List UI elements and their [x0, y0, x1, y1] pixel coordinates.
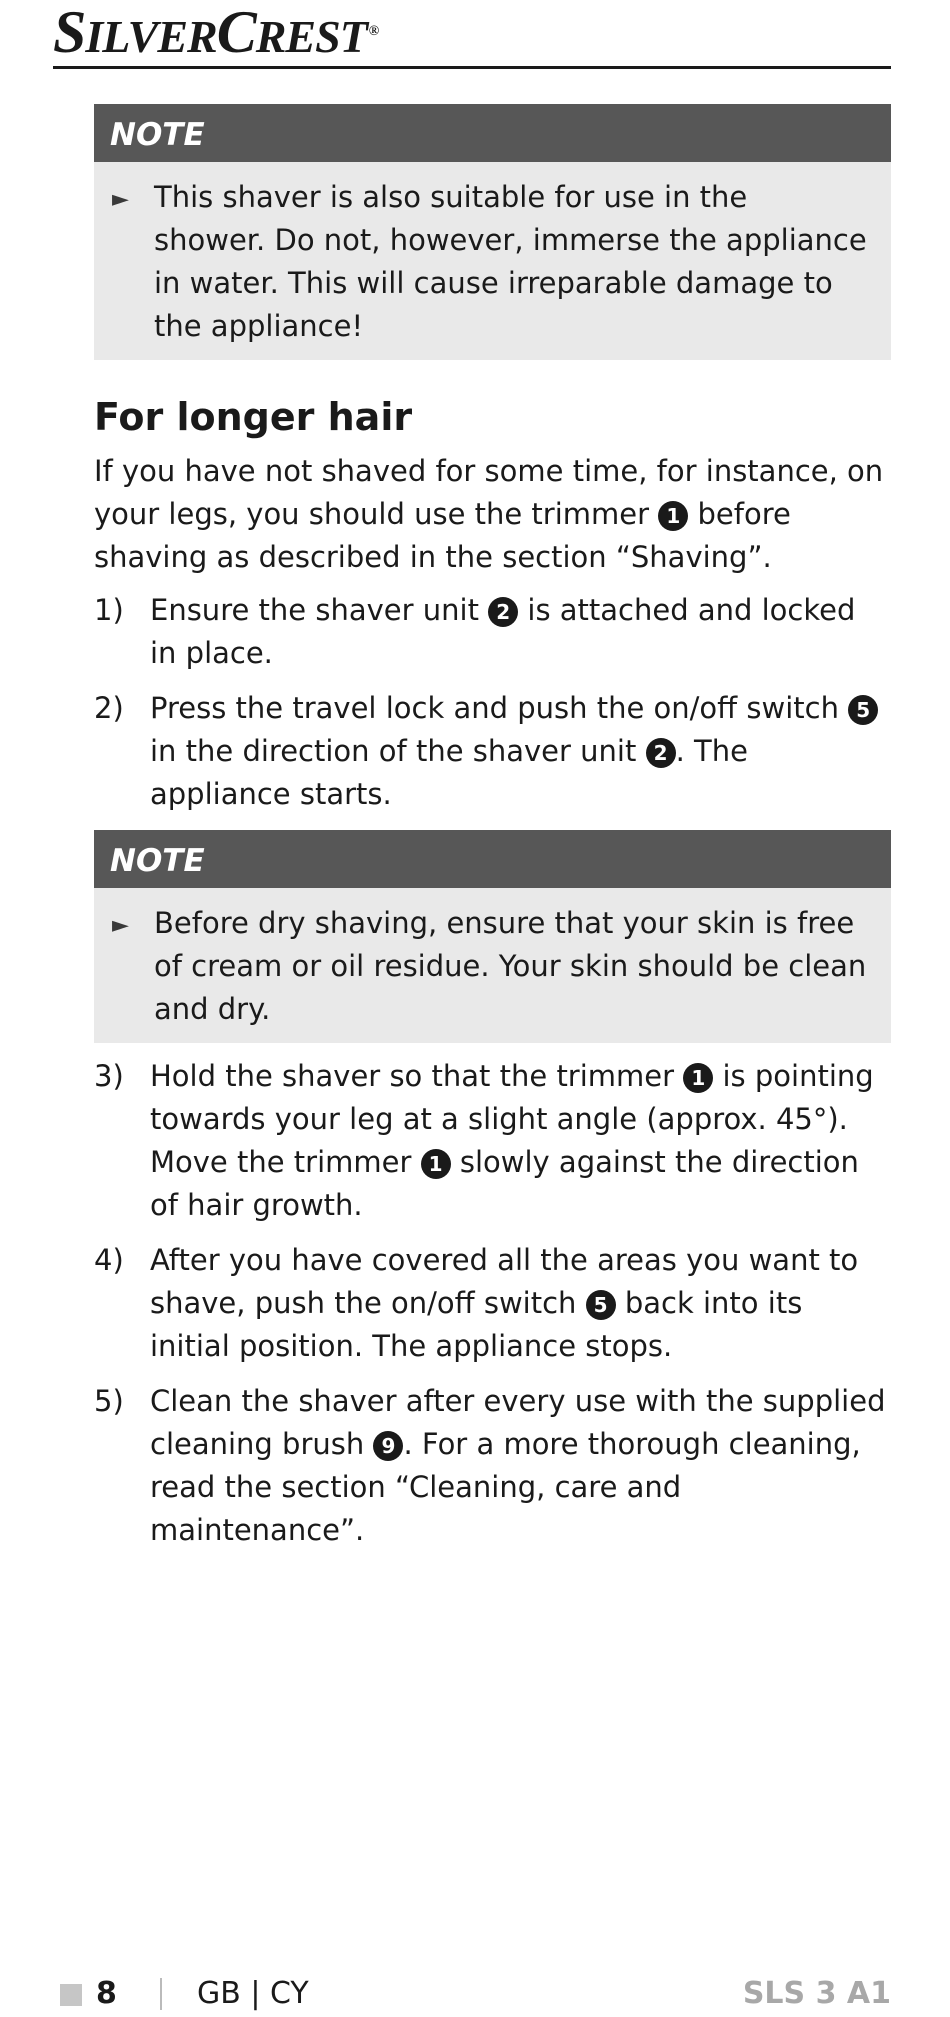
page-footer	[60, 1976, 891, 2016]
number-badge-icon: 1	[683, 1063, 713, 1093]
section-heading: For longer hair	[94, 395, 413, 439]
footer-divider	[160, 1978, 162, 2010]
intro-paragraph: If you have not shaved for some time, for instance, on your legs, you should use the trimmer 1 before shaving as described in the section “Shaving”.	[94, 454, 884, 574]
page-marker-square	[60, 1984, 82, 2006]
step-item: 2) Press the travel lock and push the on/off switch 5 in the direction of the shaver unit 2 . The appliance starts.	[94, 687, 891, 816]
note-title: NOTE	[94, 830, 891, 888]
page-header	[53, 0, 891, 69]
step-item: 4) After you have covered all the areas you want to shave, push the on/off switch 5 back into its initial position. The appliance stops.	[94, 1243, 859, 1363]
step-item: 1) Ensure the shaver unit 2 is attached and locked in place.	[94, 593, 856, 670]
steps-list-top	[94, 589, 891, 816]
arrow-bullet-icon: ►	[112, 913, 129, 938]
note-body	[94, 888, 891, 1043]
number-badge-icon: 9	[373, 1431, 403, 1461]
step-item: 5) Clean the shaver after every use with the supplied cleaning brush 9 . For a more thorough cleaning, read the section “Cleaning, care and maintenance”.	[94, 1384, 886, 1547]
arrow-bullet-icon: ►	[112, 187, 129, 212]
note-text: Before dry shaving, ensure that your skin is free of cream or oil residue. Your skin should be clean and dry.	[154, 906, 867, 1026]
model-number: SLS 3 A1	[742, 1976, 891, 2011]
page-number: 8	[96, 1976, 117, 2011]
page-content	[94, 104, 891, 1564]
number-badge-icon: 5	[586, 1290, 616, 1320]
step-item: 3) Hold the shaver so that the trimmer 1 is pointing towards your leg at a slight angle (approx. 45°). Move the trimmer 1 slowly against the direction of hair growth.	[94, 1059, 874, 1222]
silvercrest-logo: SILVERCREST ®	[53, 0, 379, 65]
note-box-shower	[94, 104, 891, 360]
number-badge-icon: 2	[488, 597, 518, 627]
note-title: NOTE	[94, 104, 891, 162]
number-badge-icon: 1	[421, 1149, 451, 1179]
language-codes: GB | CY	[197, 1976, 309, 2011]
note-box-dry-shaving	[94, 830, 891, 1043]
number-badge-icon: 5	[848, 695, 878, 725]
note-text: This shaver is also suitable for use in the shower. Do not, however, immerse the appliance in water. This will cause irreparable damage to the appliance!	[154, 180, 867, 343]
number-badge-icon: 1	[658, 501, 688, 531]
note-body	[94, 162, 891, 360]
steps-list-bottom	[94, 1055, 891, 1552]
number-badge-icon: 2	[646, 738, 676, 768]
